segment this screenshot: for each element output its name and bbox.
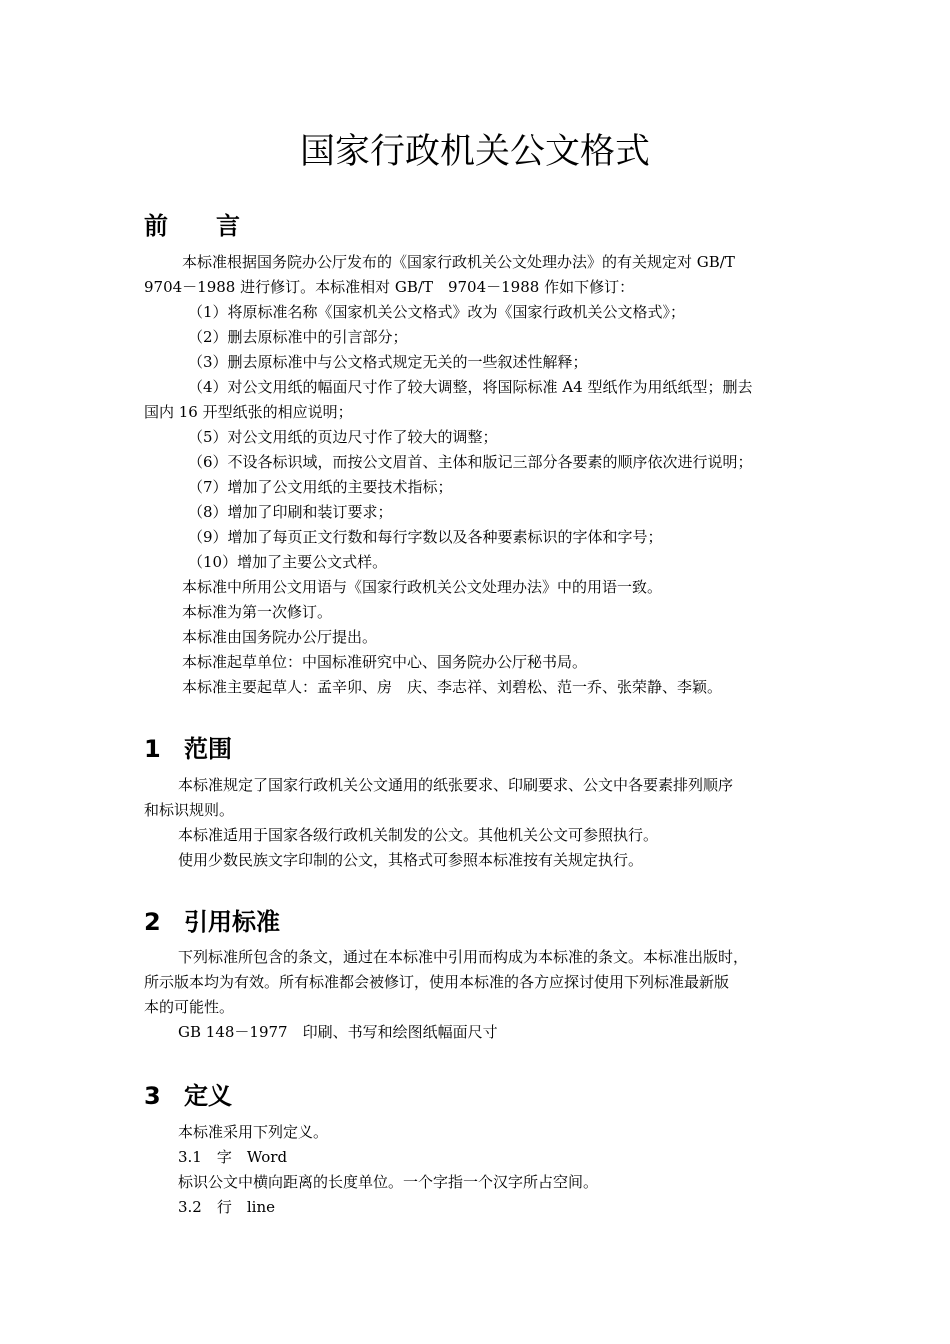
section-title: 定义 [184, 1082, 232, 1110]
preface-item: （5）对公文用纸的页边尺寸作了较大的调整； [188, 428, 498, 446]
preface-note: 本标准中所用公文用语与《国家行政机关公文处理办法》中的用语一致。 [182, 578, 663, 596]
definition-term: 3.2 行 line [178, 1198, 275, 1216]
section-number: 1 [144, 735, 161, 763]
preface-item: （9）增加了每页正文行数和每行字数以及各种要素标识的字体和字号； [188, 528, 663, 546]
preface-note: 本标准起草单位：中国标准研究中心、国务院办公厅秘书局。 [182, 653, 588, 671]
section-paragraph: 下列标准所包含的条文，通过在本标准中引用而构成为本标准的条文。本标准出版时， 所示版本均为有效。所有标准都会被修订，使用本标准的各方应探讨使用下列标准最新版 本的可能性。 [144, 948, 749, 1016]
preface-heading: 前 言 [144, 212, 240, 240]
preface-item: （4）对公文用纸的幅面尺寸作了较大调整，将国际标准 A4 型纸作为用纸纸型；删去 国内 16 开型纸张的相应说明； [144, 378, 753, 421]
section-paragraph: 本标准适用于国家各级行政机关制发的公文。其他机关公文可参照执行。 [178, 826, 659, 844]
section-paragraph: 使用少数民族文字印制的公文，其格式可参照本标准按有关规定执行。 [178, 851, 644, 869]
preface-note: 本标准为第一次修订。 [182, 603, 333, 621]
section-heading-scope [144, 733, 232, 765]
section-paragraph: 本标准采用下列定义。 [178, 1123, 329, 1141]
preface-item: （3）删去原标准中与公文格式规定无关的一些叙述性解释； [188, 353, 588, 371]
preface-note: 本标准主要起草人：孟辛卯、房 庆、李志祥、刘碧松、范一乔、张荣静、李颖。 [182, 678, 723, 696]
preface-item: （10）增加了主要公文式样。 [188, 553, 388, 571]
section-heading-definitions [144, 1080, 232, 1112]
section-title: 范围 [184, 735, 232, 763]
definition-term: 3.1 字 Word [178, 1148, 288, 1166]
preface-note: 本标准由国务院办公厅提出。 [182, 628, 378, 646]
section-number: 2 [144, 908, 161, 936]
section-title: 引用标准 [184, 908, 280, 936]
preface-item: （6）不设各标识域，而按公文眉首、主体和版记三部分各要素的顺序依次进行说明； [188, 453, 753, 471]
section-paragraph: GB 148－1977 印刷、书写和绘图纸幅面尺寸 [178, 1023, 498, 1041]
preface-item: （1）将原标准名称《国家机关公文格式》改为《国家行政机关公文格式》； [188, 303, 686, 321]
preface-intro: 本标准根据国务院办公厅发布的《国家行政机关公文处理办法》的有关规定对 GB/T 9704－1988 进行修订。本标准相对 GB/T 9704－1988 作如下修订： [144, 253, 735, 296]
section-heading-references [144, 906, 280, 938]
preface-item: （8）增加了印刷和装订要求； [188, 503, 393, 521]
section-number: 3 [144, 1082, 161, 1110]
preface-item: （7）增加了公文用纸的主要技术指标； [188, 478, 453, 496]
section-paragraph: 本标准规定了国家行政机关公文通用的纸张要求、印刷要求、公文中各要素排列顺序 和标识规则。 [144, 776, 734, 819]
preface-item: （2）删去原标准中的引言部分； [188, 328, 408, 346]
section-paragraph: 标识公文中横向距离的长度单位。一个字指一个汉字所占空间。 [178, 1173, 599, 1191]
document-title: 国家行政机关公文格式 [299, 132, 650, 172]
